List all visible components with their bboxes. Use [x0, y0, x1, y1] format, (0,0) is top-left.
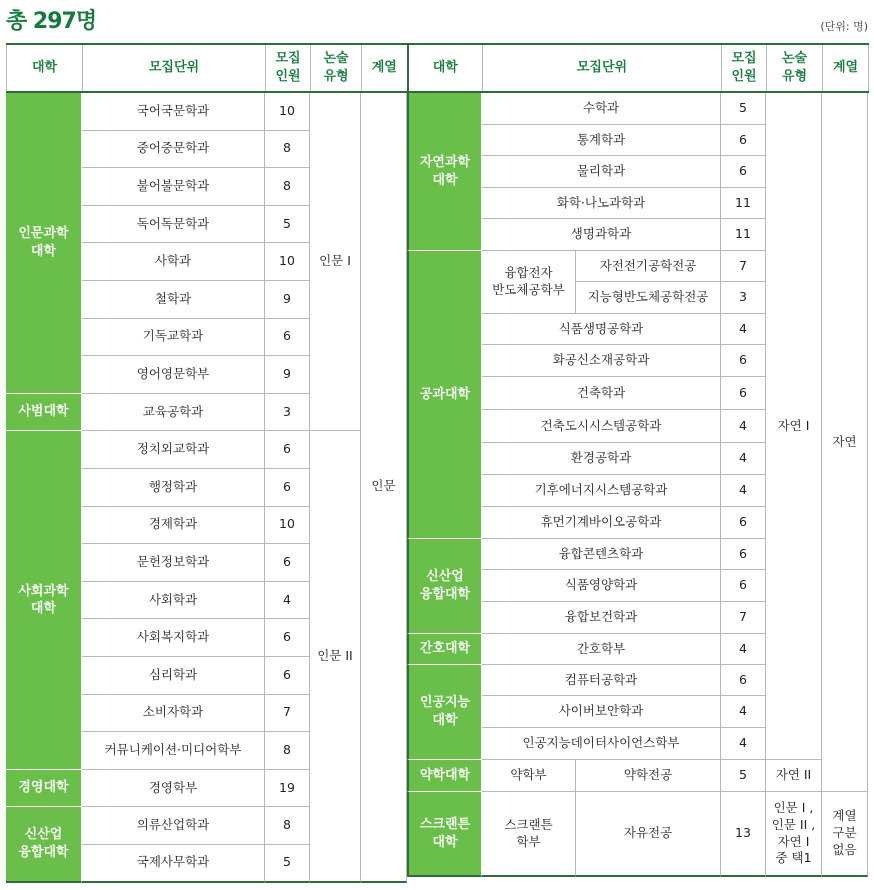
unit-cell: 국제사무학과 — [82, 845, 265, 883]
college-humanities: 인문과학 대학 — [6, 93, 82, 394]
quota-cell: 13 — [721, 792, 766, 877]
quota-cell: 6 — [265, 431, 310, 469]
unit-cell: 소비자학과 — [82, 695, 265, 733]
unit-cell: 정치외교학과 — [82, 431, 265, 469]
header-quota: 모집 인원 — [266, 44, 311, 92]
quota-cell: 6 — [265, 469, 310, 507]
quota-cell: 11 — [721, 188, 766, 219]
unit-cell: 사이버보안학과 — [482, 696, 721, 728]
header-unit: 모집단위 — [83, 44, 266, 92]
quota-cell: 6 — [721, 345, 766, 377]
table-body — [6, 93, 868, 884]
quota-cell: 6 — [721, 156, 766, 188]
page-title: 총 297명 — [6, 9, 97, 34]
quota-cell: 11 — [721, 219, 766, 251]
unit-cell: 의류산업학과 — [82, 807, 265, 845]
essay-type-cell: 자연 I — [766, 93, 822, 760]
quota-cell: 5 — [265, 845, 310, 883]
header-track: 계열 — [362, 44, 408, 92]
header-unit: 모집단위 — [483, 44, 722, 92]
essay-type-cell: 자연 II — [766, 760, 822, 792]
unit-cell: 약학전공 — [576, 760, 721, 792]
college-engineering: 공과대학 — [407, 251, 482, 539]
unit-cell: 물리학과 — [482, 156, 721, 188]
unit-cell: 기독교학과 — [82, 319, 265, 357]
essay-type-cell: 인문 I — [310, 93, 361, 431]
unit-cell: 환경공학과 — [482, 443, 721, 475]
unit-cell: 철학과 — [82, 281, 265, 319]
quota-cell: 4 — [721, 634, 766, 665]
header-quota: 모집 인원 — [722, 44, 767, 92]
quota-cell: 6 — [721, 665, 766, 696]
unit-cell: 독어독문학과 — [82, 206, 265, 244]
quota-cell: 6 — [265, 319, 310, 357]
quota-cell: 6 — [721, 539, 766, 570]
unit-cell: 사회복지학과 — [82, 619, 265, 657]
unit-cell: 융합콘텐츠학과 — [482, 539, 721, 570]
unit-cell: 통계학과 — [482, 125, 721, 156]
unit-cell: 심리학과 — [82, 657, 265, 695]
quota-cell: 8 — [265, 732, 310, 770]
quota-cell: 4 — [721, 696, 766, 728]
college-new-industry: 신산업 융합대학 — [407, 539, 482, 634]
unit-cell: 행정학과 — [82, 469, 265, 507]
unit-cell: 화학·나노과학과 — [482, 188, 721, 219]
essay-type-cell: 인문 I , 인문 II , 자연 I 중 택1 — [766, 792, 822, 877]
unit-cell: 식품영양학과 — [482, 570, 721, 602]
quota-cell: 6 — [721, 377, 766, 410]
unit-cell: 중어중문학과 — [82, 131, 265, 169]
quota-cell: 8 — [265, 131, 310, 169]
quota-cell: 4 — [721, 410, 766, 443]
unit-cell: 불어불문학과 — [82, 168, 265, 206]
header-track: 계열 — [823, 44, 869, 92]
unit-cell: 사학과 — [82, 243, 265, 281]
header-college: 대학 — [7, 44, 83, 92]
quota-cell: 4 — [721, 314, 766, 345]
unit-cell: 자전전기공학전공 — [576, 251, 721, 282]
quota-cell: 7 — [721, 251, 766, 282]
quota-cell: 4 — [721, 475, 766, 507]
unit-cell: 커뮤니케이션·미디어학부 — [82, 732, 265, 770]
quota-cell: 6 — [265, 657, 310, 695]
track-cell: 계열 구분 없음 — [822, 792, 868, 877]
unit-cell: 경제학과 — [82, 507, 265, 545]
college-nursing: 간호대학 — [407, 634, 482, 665]
quota-cell: 6 — [721, 507, 766, 539]
unit-cell: 자유전공 — [576, 792, 721, 877]
unit-cell: 건축도시시스템공학과 — [482, 410, 721, 443]
college-ai: 인공지능 대학 — [407, 665, 482, 760]
quota-cell: 6 — [721, 125, 766, 156]
quota-cell: 3 — [721, 282, 766, 314]
unit-cell: 식품생명공학과 — [482, 314, 721, 345]
unit-cell: 화공신소재공학과 — [482, 345, 721, 377]
college-social-science: 사회과학 대학 — [6, 431, 82, 769]
quota-cell: 6 — [265, 619, 310, 657]
college-natural-science: 자연과학 대학 — [407, 93, 482, 251]
quota-cell: 9 — [265, 281, 310, 319]
quota-cell: 4 — [721, 728, 766, 760]
quota-cell: 5 — [721, 760, 766, 792]
college-education: 사범대학 — [6, 394, 82, 432]
unit-cell: 사회학과 — [82, 582, 265, 620]
quota-cell: 6 — [265, 544, 310, 582]
header-college: 대학 — [408, 44, 483, 92]
college-new-industry: 신산업 융합대학 — [6, 807, 82, 882]
quota-cell: 9 — [265, 356, 310, 394]
essay-type-cell: 인문 II — [310, 431, 361, 882]
quota-cell: 3 — [265, 394, 310, 432]
header-type: 논술 유형 — [311, 44, 362, 92]
unit-cell: 경영학부 — [82, 770, 265, 808]
quota-cell: 10 — [265, 243, 310, 281]
quota-cell: 10 — [265, 93, 310, 131]
quota-cell: 7 — [721, 602, 766, 634]
quota-cell: 4 — [265, 582, 310, 620]
unit-cell: 간호학부 — [482, 634, 721, 665]
header-type: 논술 유형 — [767, 44, 823, 92]
quota-cell: 6 — [721, 570, 766, 602]
unit-cell: 수학과 — [482, 93, 721, 125]
unit-cell: 지능형반도체공학전공 — [576, 282, 721, 314]
quota-cell: 5 — [265, 206, 310, 244]
quota-cell: 8 — [265, 807, 310, 845]
subunit-cell: 스크랜튼 학부 — [482, 792, 576, 877]
quota-cell: 8 — [265, 168, 310, 206]
quota-cell: 10 — [265, 507, 310, 545]
quota-cell: 4 — [721, 443, 766, 475]
college-pharmacy: 약학대학 — [407, 760, 482, 792]
track-cell: 자연 — [822, 93, 868, 792]
subunit-cell: 융합전자 반도체공학부 — [482, 251, 576, 314]
track-cell: 인문 — [361, 93, 407, 883]
unit-cell: 건축학과 — [482, 377, 721, 410]
college-business: 경영대학 — [6, 770, 82, 808]
admission-table — [6, 43, 869, 93]
quota-cell: 19 — [265, 770, 310, 808]
unit-cell: 휴먼기계바이오공학과 — [482, 507, 721, 539]
unit-cell: 컴퓨터공학과 — [482, 665, 721, 696]
unit-cell: 국어국문학과 — [82, 93, 265, 131]
unit-cell: 문헌정보학과 — [82, 544, 265, 582]
unit-cell: 영어영문학부 — [82, 356, 265, 394]
unit-cell: 생명과학과 — [482, 219, 721, 251]
subunit-cell: 약학부 — [482, 760, 576, 792]
unit-cell: 교육공학과 — [82, 394, 265, 432]
quota-cell: 5 — [721, 93, 766, 125]
unit-cell: 기후에너지시스템공학과 — [482, 475, 721, 507]
quota-cell: 7 — [265, 695, 310, 733]
unit-note: (단위: 명) — [820, 20, 868, 33]
unit-cell: 인공지능데이터사이언스학부 — [482, 728, 721, 760]
unit-cell: 융합보건학과 — [482, 602, 721, 634]
college-scranton: 스크랜튼 대학 — [407, 792, 482, 877]
